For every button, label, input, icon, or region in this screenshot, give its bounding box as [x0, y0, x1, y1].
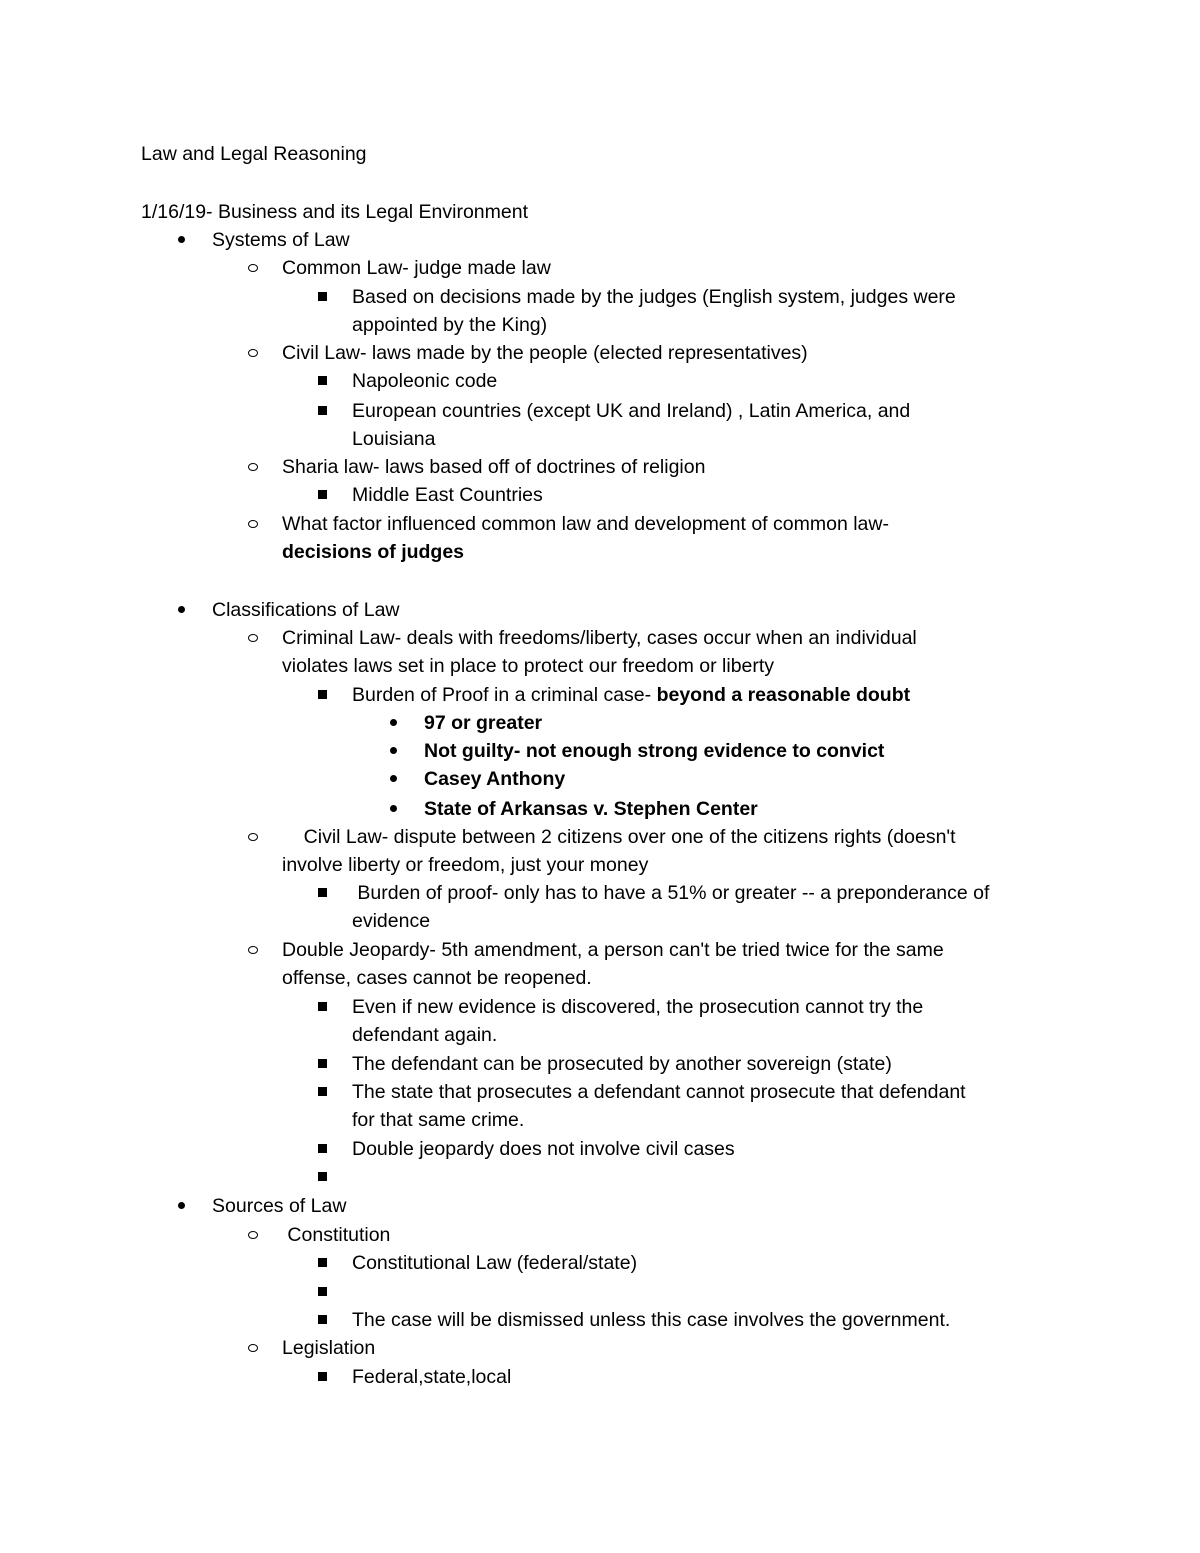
bullet-square-icon — [318, 993, 327, 1021]
bullet-circle-icon — [248, 339, 258, 367]
double-jeopardy-item-1: Double Jeopardy- 5th amendment, a person can't be tried twice for the same — [282, 939, 944, 961]
bullet-square-icon — [318, 1163, 327, 1191]
napoleonic-item: Napoleonic code — [352, 370, 498, 392]
factor-question: What factor influenced common law and development of common law- — [282, 513, 889, 535]
european-item-1: European countries (except UK and Ireland) , Latin America, and — [352, 400, 911, 422]
bullet-disc-icon — [178, 596, 185, 624]
bullet-disc-icon — [390, 795, 397, 823]
bullet-circle-icon — [248, 823, 258, 851]
bullet-square-icon — [318, 1306, 327, 1334]
criminal-law-item-1: Criminal Law- deals with freedoms/liberty, cases occur when an individual — [282, 627, 917, 649]
bullet-square-icon — [318, 1135, 327, 1163]
casey-anthony-item: Casey Anthony — [424, 768, 566, 790]
common-law-detail-2: appointed by the King) — [352, 314, 548, 336]
bullet-square-icon — [318, 481, 327, 509]
bullet-square-icon — [318, 1078, 327, 1106]
dj-detail-1b: defendant again. — [352, 1024, 498, 1046]
dj-detail-3a: The state that prosecutes a defendant cannot prosecute that defendant — [352, 1081, 966, 1103]
bullet-square-icon — [318, 681, 327, 709]
bullet-disc-icon — [390, 737, 397, 765]
dj-detail-4: Double jeopardy does not involve civil cases — [352, 1138, 735, 1160]
ninety-seven-item: 97 or greater — [424, 712, 543, 734]
bullet-disc-icon — [390, 709, 397, 737]
burden-standard: beyond a reasonable doubt — [656, 684, 911, 706]
bullet-disc-icon — [178, 226, 185, 254]
bullet-square-icon — [318, 1363, 327, 1391]
common-law-detail-1: Based on decisions made by the judges (English system, judges were — [352, 286, 956, 308]
date-heading: 1/16/19- Business and its Legal Environment — [141, 201, 528, 223]
burden-prefix: Burden of Proof in a criminal case- — [352, 684, 657, 706]
civil-law-class-item-1: Civil Law- dispute between 2 citizens over one of the citizens rights (doesn't — [282, 826, 956, 848]
european-item-2: Louisiana — [352, 428, 436, 450]
dj-detail-2: The defendant can be prosecuted by another sovereign (state) — [352, 1053, 892, 1075]
bullet-square-icon — [318, 283, 327, 311]
systems-label: Systems of Law — [212, 229, 350, 251]
civil-law-item: Civil Law- laws made by the people (elected representatives) — [282, 342, 808, 364]
bullet-square-icon — [318, 397, 327, 425]
legislation-item: Legislation — [282, 1337, 376, 1359]
bullet-disc-icon — [390, 765, 397, 793]
factor-answer: decisions of judges — [282, 541, 465, 563]
bullet-square-icon — [318, 367, 327, 395]
dismissed-item: The case will be dismissed unless this case involves the government. — [352, 1309, 951, 1331]
bullet-circle-icon — [248, 510, 258, 538]
not-guilty-item: Not guilty- not enough strong evidence to convict — [424, 740, 885, 762]
bullet-circle-icon — [248, 624, 258, 652]
arkansas-item: State of Arkansas v. Stephen Center — [424, 798, 758, 820]
civil-burden-item-1: Burden of proof- only has to have a 51% or greater -- a preponderance of — [352, 882, 990, 904]
bullet-disc-icon — [178, 1192, 185, 1220]
bullet-circle-icon — [248, 453, 258, 481]
classifications-label: Classifications of Law — [212, 599, 400, 621]
sharia-item: Sharia law- laws based off of doctrines of religion — [282, 456, 706, 478]
constitutional-law-item: Constitutional Law (federal/state) — [352, 1252, 638, 1274]
civil-law-class-item-2: involve liberty or freedom, just your money — [282, 854, 649, 876]
middle-east-item: Middle East Countries — [352, 484, 543, 506]
bullet-square-icon — [318, 1050, 327, 1078]
bullet-circle-icon — [248, 254, 258, 282]
burden-of-proof-item — [352, 681, 910, 709]
sources-label: Sources of Law — [212, 1195, 347, 1217]
doc-title: Law and Legal Reasoning — [141, 143, 367, 165]
bullet-circle-icon — [248, 1221, 258, 1249]
bullet-circle-icon — [248, 936, 258, 964]
double-jeopardy-item-2: offense, cases cannot be reopened. — [282, 967, 592, 989]
federal-item: Federal,state,local — [352, 1366, 512, 1388]
bullet-square-icon — [318, 1249, 327, 1277]
bullet-square-icon — [318, 879, 327, 907]
criminal-law-item-2: violates laws set in place to protect our freedom or liberty — [282, 655, 775, 677]
constitution-item: Constitution — [282, 1224, 391, 1246]
bullet-square-icon — [318, 1278, 327, 1306]
dj-detail-1a: Even if new evidence is discovered, the prosecution cannot try the — [352, 996, 924, 1018]
civil-burden-item-2: evidence — [352, 910, 431, 932]
dj-detail-3b: for that same crime. — [352, 1109, 525, 1131]
common-law-item: Common Law- judge made law — [282, 257, 551, 279]
bullet-circle-icon — [248, 1334, 258, 1362]
